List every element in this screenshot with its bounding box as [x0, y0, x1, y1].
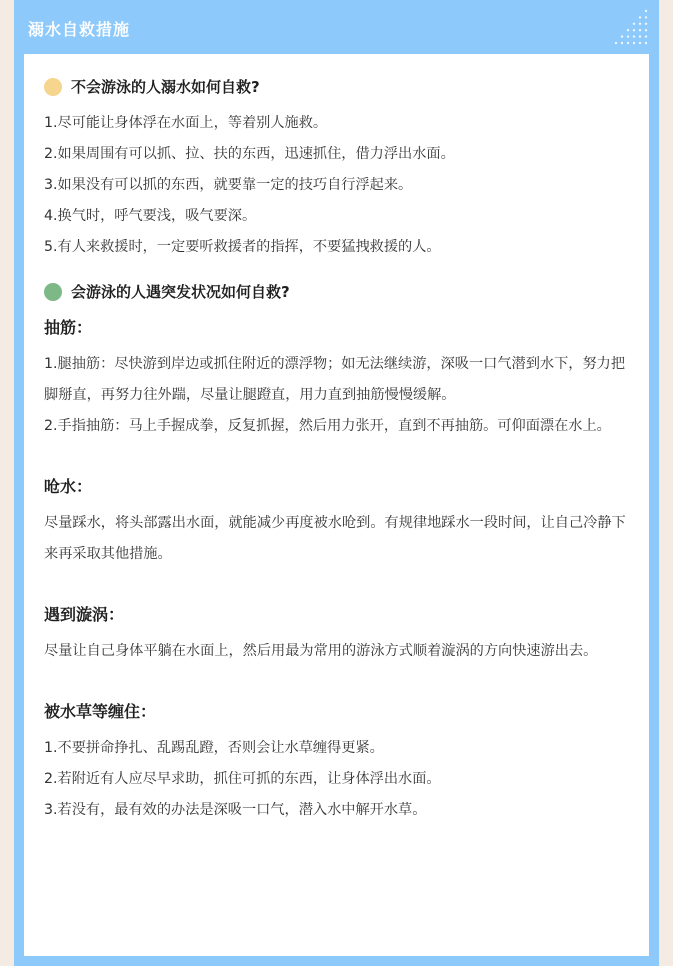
list-item: 3.如果没有可以抓的东西，就要靠一定的技巧自行浮起来。 — [44, 177, 413, 193]
section2-heading — [44, 279, 631, 305]
card-header — [14, 0, 659, 54]
list-item: 1.不要拼命挣扎、乱踢乱蹬，否则会让水草缠得更紧。 — [44, 740, 384, 756]
green-bullet-icon — [44, 283, 62, 301]
list-item: 2.若附近有人应尽早求助，抓住可抓的东西，让身体浮出水面。 — [44, 771, 441, 787]
content-panel — [24, 54, 649, 956]
cramp-heading: 抽筋： — [44, 318, 93, 337]
yellow-bullet-icon — [44, 78, 62, 96]
cramp-item-finger: 2.手指抽筋：马上手握成拳，反复抓握，然后用力张开，直到不再抽筋。可仰面漂在水上。 — [44, 418, 611, 434]
list-item: 5.有人来救援时，一定要听救援者的指挥，不要猛拽救援的人。 — [44, 239, 441, 255]
list-item: 1.尽可能让身体浮在水面上，等着别人施救。 — [44, 115, 328, 131]
dots-decoration-icon — [613, 8, 649, 46]
list-item: 4.换气时，呼气要浅，吸气要深。 — [44, 208, 257, 224]
list-item: 3.若没有，最有效的办法是深吸一口气，潜入水中解开水草。 — [44, 802, 427, 818]
whirlpool-text: 尽量让自己身体平躺在水面上，然后用最为常用的游泳方式顺着漩涡的方向快速游出去。 — [44, 643, 598, 659]
section1-heading-text: 不会游泳的人溺水如何自救? — [71, 78, 260, 96]
list-item: 2.如果周围有可以抓、拉、扶的东西，迅速抓住，借力浮出水面。 — [44, 146, 455, 162]
weeds-heading: 被水草等缠住： — [44, 702, 157, 721]
cramp-item-leg: 1.腿抽筋：尽快游到岸边或抓住附近的漂浮物；如无法继续游，深吸一口气潜到水下，努力把脚掰直，再努力往外踹，尽量让腿蹬直，用力直到抽筋慢慢缓解。 — [44, 356, 626, 403]
whirlpool-heading: 遇到漩涡： — [44, 605, 125, 624]
section2-heading-text: 会游泳的人遇突发状况如何自救? — [71, 283, 290, 301]
choking-heading: 呛水： — [44, 477, 93, 496]
choking-text: 尽量踩水，将头部露出水面，就能减少再度被水呛到。有规律地踩水一段时间，让自己冷静下来再采取其他措施。 — [44, 515, 626, 562]
card-title: 溺水自救措施 — [28, 20, 131, 39]
section1-heading — [44, 74, 631, 100]
card — [14, 0, 659, 966]
